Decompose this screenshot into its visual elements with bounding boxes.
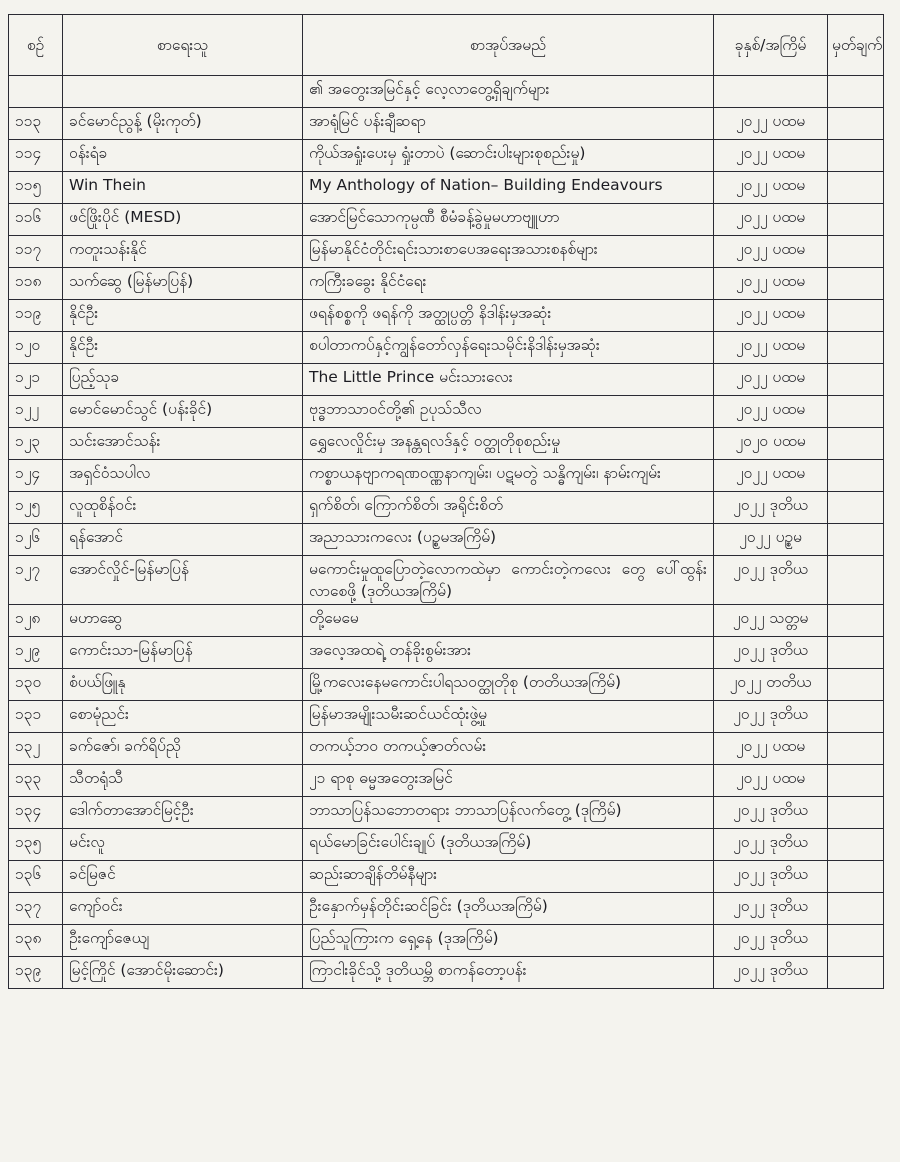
cell-title: အောင်မြင်သောကုမ္ပဏီ စီမံခန့်ခွဲမှုမဟာဗျူဟာ (303, 204, 714, 236)
cell-author: နိုင်ဦး (63, 332, 303, 364)
table-header-row (9, 15, 884, 76)
cell-no: ၁၃၉ (9, 957, 63, 989)
table-row (9, 300, 884, 332)
cell-author: သင်းအောင်သန်း (63, 428, 303, 460)
cell-title: အလေ့အထရဲ့ တန်ခိုးစွမ်းအား (303, 637, 714, 669)
cell-no: ၁၂၇ (9, 556, 63, 605)
cell-no (9, 76, 63, 108)
cell-no: ၁၂၂ (9, 396, 63, 428)
cell-author: မင်းလူ (63, 829, 303, 861)
table-row (9, 364, 884, 396)
book-list-page (8, 14, 883, 1154)
cell-edition: ၂၀၂၂ ပဥ္စမ (714, 524, 828, 556)
cell-title: မြန်မာနိုင်ငံတိုင်းရင်းသားစာပေအရေးအသားစနစ်များ (303, 236, 714, 268)
cell-edition: ၂၀၂၂ ပထမ (714, 268, 828, 300)
table-row (9, 108, 884, 140)
table-row (9, 605, 884, 637)
cell-no: ၁၂၉ (9, 637, 63, 669)
column-header-author: စာရေးသူ (63, 15, 303, 76)
cell-edition: ၂၀၂၂ ပထမ (714, 300, 828, 332)
cell-author: ခင်မြဇင် (63, 861, 303, 893)
table-row (9, 396, 884, 428)
cell-edition: ၂၀၂၂ ဒုတိယ (714, 861, 828, 893)
cell-no: ၁၂၅ (9, 492, 63, 524)
cell-author: Win Thein (63, 172, 303, 204)
cell-edition: ၂၀၂၂ ဒုတိယ (714, 957, 828, 989)
cell-remark (828, 172, 884, 204)
cell-author (63, 76, 303, 108)
cell-remark (828, 204, 884, 236)
cell-remark (828, 797, 884, 829)
cell-title: ပြည်သူကြားက ရှေ့နေ (ဒုအကြိမ်) (303, 925, 714, 957)
table-row (9, 460, 884, 492)
cell-title: မြို့ကလေးနေမကောင်းပါရသဝတ္ထုတိုစု (တတိယအကြိမ်) (303, 669, 714, 701)
cell-edition: ၂၀၂၂ ပထမ (714, 140, 828, 172)
cell-title: ကိုယ်အရှုံးပေးမှ ရှုံးတာပဲ (ဆောင်းပါးများစုစည်းမှု) (303, 140, 714, 172)
cell-edition: ၂၀၂၂ ဒုတိယ (714, 492, 828, 524)
cell-edition: ၂၀၂၂ ဒုတိယ (714, 556, 828, 605)
table-row (9, 925, 884, 957)
cell-title: ဖရန်စစ္စကို ဖရန်ကို အတ္ထုပ္ပတ္တိ နိဒါန်းမှအဆုံး (303, 300, 714, 332)
cell-remark (828, 140, 884, 172)
cell-edition: ၂၀၂၂ သတ္တမ (714, 605, 828, 637)
table-row (9, 797, 884, 829)
cell-edition: ၂၀၂၂ ပထမ (714, 172, 828, 204)
cell-no: ၁၃၇ (9, 893, 63, 925)
cell-remark (828, 605, 884, 637)
cell-no: ၁၃၈ (9, 925, 63, 957)
cell-remark (828, 524, 884, 556)
cell-author: ပြည့်သုခ (63, 364, 303, 396)
cell-author: စောမုံညင်း (63, 701, 303, 733)
cell-remark (828, 765, 884, 797)
cell-edition: ၂၀၂၂ ပထမ (714, 204, 828, 236)
cell-edition: ၂၀၂၂ ပထမ (714, 108, 828, 140)
table-row (9, 236, 884, 268)
cell-remark (828, 556, 884, 605)
cell-no: ၁၂၄ (9, 460, 63, 492)
cell-remark (828, 861, 884, 893)
cell-edition: ၂၀၂၂ ပထမ (714, 765, 828, 797)
cell-title: တကယ့်ဘဝ တကယ့်ဇာတ်လမ်း (303, 733, 714, 765)
cell-title: ကြာငါးခိုင်သို့ ဒုတိယမ္ဘိ စာကန်တော့ပန်း (303, 957, 714, 989)
cell-remark (828, 300, 884, 332)
cell-title: ကကြီးခခွေး နိုင်ငံရေး (303, 268, 714, 300)
cell-author: ကောင်းသာ-မြန်မာပြန် (63, 637, 303, 669)
cell-no: ၁၃၃ (9, 765, 63, 797)
cell-no: ၁၂၁ (9, 364, 63, 396)
cell-edition: ၂၀၂၂ ဒုတိယ (714, 701, 828, 733)
cell-remark (828, 893, 884, 925)
cell-author: ခင်မောင်ညွန့် (မိုးကုတ်) (63, 108, 303, 140)
table-row (9, 204, 884, 236)
cell-no: ၁၃၄ (9, 797, 63, 829)
cell-author: စံပယ်ဖြူနု (63, 669, 303, 701)
cell-title: မကောင်းမှုထူပြောတဲ့လောကထဲမှာ ကောင်းတဲ့ကလေး တွေ ပေါ်ထွန်းလာစေဖို့ (ဒုတိယအကြိမ်) (303, 556, 714, 605)
cell-remark (828, 733, 884, 765)
cell-title: မြန်မာအမျိုးသမီးဆင်ယင်ထုံးဖွဲ့မှု (303, 701, 714, 733)
cell-no: ၁၃၁ (9, 701, 63, 733)
cell-author: သီတရုံသီ (63, 765, 303, 797)
cell-author: လူထုစိန်ဝင်း (63, 492, 303, 524)
table-row (9, 140, 884, 172)
table-row (9, 556, 884, 605)
cell-remark (828, 428, 884, 460)
cell-edition (714, 76, 828, 108)
cell-title: ရယ်မောခြင်းပေါင်းချုပ် (ဒုတိယအကြိမ်) (303, 829, 714, 861)
book-list-table (8, 14, 884, 989)
cell-no: ၁၁၄ (9, 140, 63, 172)
cell-edition: ၂၀၂၂ ပထမ (714, 236, 828, 268)
cell-author: ဒေါက်တာအောင်မြင့်ဦး (63, 797, 303, 829)
cell-remark (828, 957, 884, 989)
cell-title: အာရုံမြင် ပန်းချီဆရာ (303, 108, 714, 140)
cell-no: ၁၁၉ (9, 300, 63, 332)
cell-edition: ၂၀၂၂ ပထမ (714, 364, 828, 396)
cell-remark (828, 236, 884, 268)
cell-remark (828, 332, 884, 364)
cell-no: ၁၁၃ (9, 108, 63, 140)
cell-no: ၁၁၅ (9, 172, 63, 204)
cell-title: စပါတာကပ်နှင့်ကျွန်တော်လှန်ရေးသမိုင်းနိဒါန်းမှအဆုံး (303, 332, 714, 364)
cell-author: ရန်အောင် (63, 524, 303, 556)
table-row (9, 428, 884, 460)
cell-remark (828, 268, 884, 300)
cell-no: ၁၁၇ (9, 236, 63, 268)
table-row (9, 893, 884, 925)
cell-no: ၁၂၀ (9, 332, 63, 364)
cell-title: တို့မေမေ (303, 605, 714, 637)
table-row (9, 76, 884, 108)
cell-no: ၁၂၈ (9, 605, 63, 637)
table-row (9, 268, 884, 300)
column-header-title: စာအုပ်အမည် (303, 15, 714, 76)
table-row (9, 669, 884, 701)
cell-remark (828, 925, 884, 957)
cell-title: အညာသားကလေး (ပဥ္စမအကြိမ်) (303, 524, 714, 556)
cell-no: ၁၁၈ (9, 268, 63, 300)
table-row (9, 637, 884, 669)
cell-title: The Little Prince မင်းသားလေး (303, 364, 714, 396)
cell-remark (828, 108, 884, 140)
cell-title: My Anthology of Nation– Building Endeavours (303, 172, 714, 204)
cell-edition: ၂၀၂၂ ပထမ (714, 332, 828, 364)
table-row (9, 524, 884, 556)
cell-edition: ၂၀၂၂ တတိယ (714, 669, 828, 701)
cell-remark (828, 701, 884, 733)
table-row (9, 701, 884, 733)
cell-edition: ၂၀၂၂ ဒုတိယ (714, 829, 828, 861)
cell-no: ၁၂၆ (9, 524, 63, 556)
cell-remark (828, 396, 884, 428)
table-row (9, 492, 884, 524)
column-header-remark: မှတ်ချက် (828, 15, 884, 76)
cell-edition: ၂၀၂၂ ဒုတိယ (714, 925, 828, 957)
cell-title: ကစ္စာယနဗျာကရဏဝဏ္ဏနာကျမ်း၊ ပဋမတွဲ သန္ဓိကျမ်း၊ နာမ်းကျမ်း (303, 460, 714, 492)
table-row (9, 332, 884, 364)
cell-author: မောင်မောင်သွင် (ပန်းခိုင်) (63, 396, 303, 428)
cell-remark (828, 829, 884, 861)
cell-title: ဗုဒ္ဓဘာသာဝင်တို့၏ ဥပုသ်သီလ (303, 396, 714, 428)
cell-title: ဆည်းဆာချိန်တိမ်နီများ (303, 861, 714, 893)
cell-no: ၁၁၆ (9, 204, 63, 236)
cell-edition: ၂၀၂၂ ဒုတိယ (714, 637, 828, 669)
cell-edition: ၂၀၂၀ ပထမ (714, 428, 828, 460)
cell-title: ရှက်စိတ်၊ ကြောက်စိတ်၊ အရိုင်းစိတ် (303, 492, 714, 524)
cell-author: နိုင်ဦး (63, 300, 303, 332)
cell-author: ဝန်းရံခ (63, 140, 303, 172)
table-row (9, 765, 884, 797)
table-body (9, 76, 884, 989)
cell-title: ၏ အတွေးအမြင်နှင့် လေ့လာတွေ့ရှိချက်များ (303, 76, 714, 108)
cell-remark (828, 76, 884, 108)
cell-no: ၁၃၆ (9, 861, 63, 893)
cell-author: ခက်ဇော်၊ ခက်ရိပ်ညို (63, 733, 303, 765)
cell-edition: ၂၀၂၂ ပထမ (714, 733, 828, 765)
cell-title: ၂၁ ရာစု ဓမ္မအတွေးအမြင် (303, 765, 714, 797)
cell-title: ဘာသာပြန်သဘောတရား ဘာသာပြန်လက်တွေ့ (ဒုကြိမ်) (303, 797, 714, 829)
cell-author: အရှင်ဝံသပါလ (63, 460, 303, 492)
cell-remark (828, 364, 884, 396)
cell-author: အောင်လှိုင်-မြန်မာပြန် (63, 556, 303, 605)
cell-no: ၁၃၀ (9, 669, 63, 701)
cell-edition: ၂၀၂၂ ဒုတိယ (714, 797, 828, 829)
cell-remark (828, 637, 884, 669)
cell-edition: ၂၀၂၂ ပထမ (714, 460, 828, 492)
cell-author: ကျော်ဝင်း (63, 893, 303, 925)
table-row (9, 733, 884, 765)
cell-remark (828, 460, 884, 492)
cell-no: ၁၃၅ (9, 829, 63, 861)
cell-author: ဖင်ဖြိုးပိုင် (MESD) (63, 204, 303, 236)
cell-no: ၁၃၂ (9, 733, 63, 765)
cell-edition: ၂၀၂၂ ဒုတိယ (714, 893, 828, 925)
cell-remark (828, 492, 884, 524)
cell-author: မဟာဆွေ (63, 605, 303, 637)
table-row (9, 829, 884, 861)
cell-title: ရွှေလေလှိုင်းမှ အနန္တရလဒ်နှင့် ဝတ္ထုတိုစုစည်းမှု (303, 428, 714, 460)
cell-no: ၁၂၃ (9, 428, 63, 460)
table-row (9, 861, 884, 893)
column-header-edition: ခုနှစ်/အကြိမ် (714, 15, 828, 76)
cell-remark (828, 669, 884, 701)
cell-author: ကတူးသန်းနိုင် (63, 236, 303, 268)
cell-author: သက်ဆွေ (မြန်မာပြန်) (63, 268, 303, 300)
table-row (9, 957, 884, 989)
column-header-no: စဥ် (9, 15, 63, 76)
cell-title: ဦးနှောက်မှန်တိုင်းဆင်ခြင်း (ဒုတိယအကြိမ်) (303, 893, 714, 925)
cell-author: ဦးကျော်ဇေယျ (63, 925, 303, 957)
cell-author: မြင့်ကြိုင် (အောင်မိုးဆောင်း) (63, 957, 303, 989)
table-row (9, 172, 884, 204)
cell-edition: ၂၀၂၂ ပထမ (714, 396, 828, 428)
